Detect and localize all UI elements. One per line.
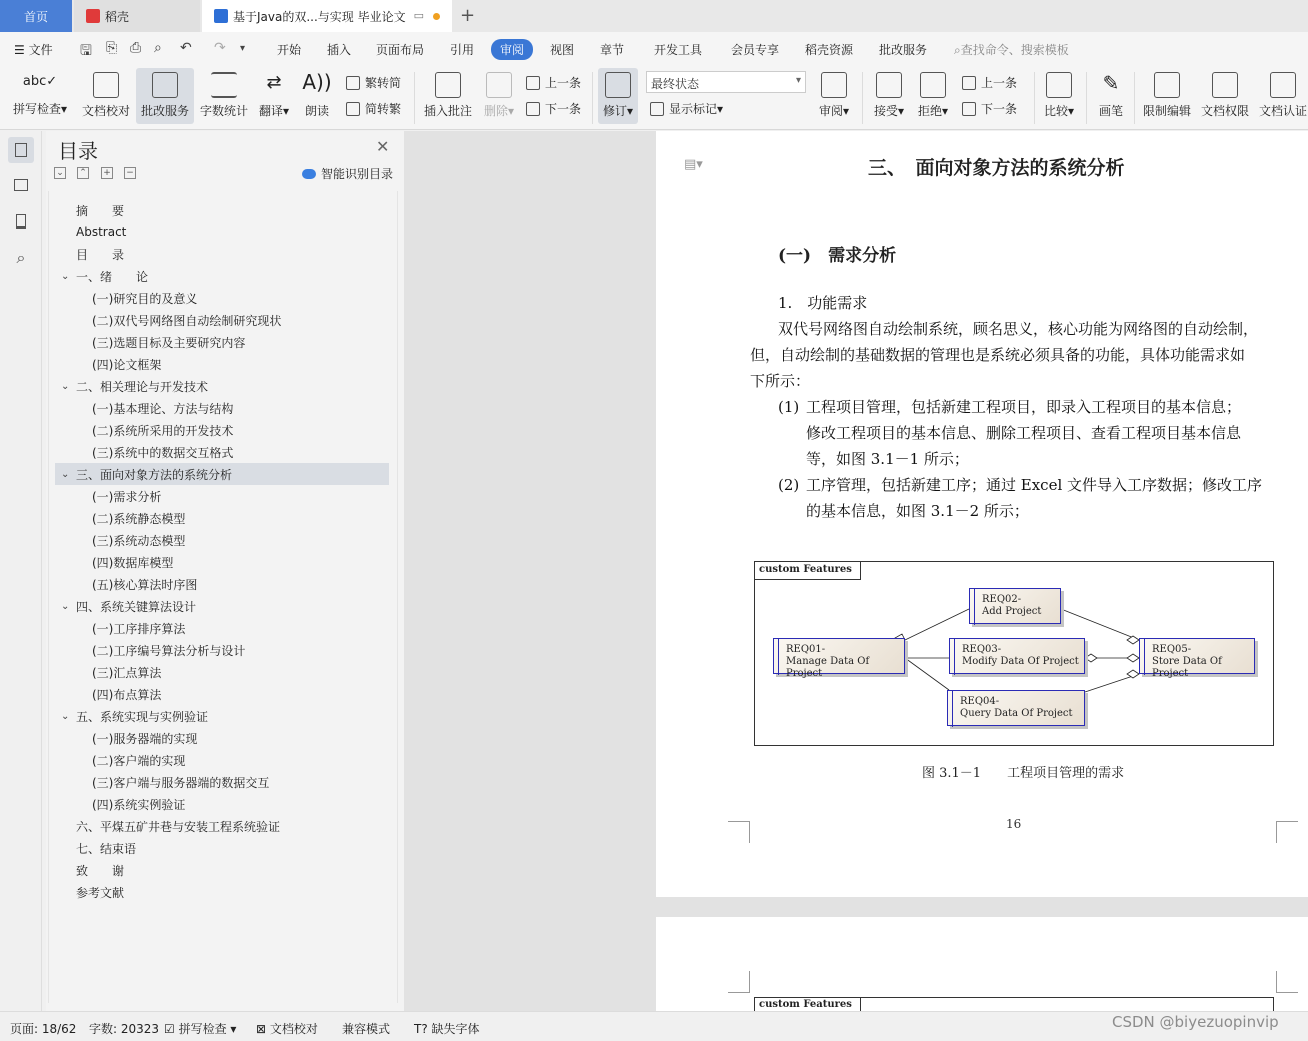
toc-item[interactable]	[55, 243, 389, 265]
smart-toc-button[interactable]	[302, 165, 393, 182]
toc-item-label: (四)数据库模型	[92, 555, 174, 570]
review-service-icon	[152, 72, 178, 98]
requirements-diagram	[754, 561, 1274, 746]
read-aloud-label: 朗读	[304, 104, 329, 118]
translate-label: 翻译	[258, 104, 283, 118]
toc-item-label: 四、系统关键算法设计	[76, 599, 197, 614]
status-spellcheck-label: 拼写检查	[178, 1022, 227, 1036]
toc-item[interactable]	[55, 221, 389, 243]
crop-mark	[1276, 821, 1298, 843]
toc-item-label: (三)系统中的数据交互格式	[92, 445, 234, 460]
pen-label: 画笔	[1098, 104, 1123, 118]
menu-member[interactable]: 会员专享	[731, 43, 780, 57]
next-comment-button[interactable]	[526, 100, 581, 117]
menu-bar	[0, 32, 1308, 66]
add-heading-icon[interactable]: +	[101, 167, 113, 179]
abc-spellcheck-icon: abc✓	[22, 74, 58, 89]
toc-item-label: (五)核心算法时序图	[92, 577, 198, 592]
toc-item[interactable]	[55, 661, 389, 683]
toc-item-label: (一)研究目的及意义	[92, 291, 198, 306]
toc-item-label: 七、结束语	[76, 841, 137, 856]
toc-item[interactable]	[55, 441, 389, 463]
figure-caption: 图 3.1－1 工程项目管理的需求	[922, 766, 1125, 781]
doc-certify-button[interactable]	[1258, 68, 1308, 119]
ribbon-separator	[1034, 72, 1035, 124]
chapter-nav-icon[interactable]	[8, 173, 34, 199]
command-search-placeholder: 查找命令、搜索模板	[960, 43, 1069, 57]
menu-review[interactable]: 审阅	[491, 39, 533, 60]
ribbon-separator	[862, 72, 863, 124]
toc-item[interactable]	[55, 771, 389, 793]
delete-comment-button[interactable]: 删除▾	[480, 68, 518, 119]
unsaved-dot-icon	[433, 13, 440, 20]
toc-item-label: (一)需求分析	[92, 489, 162, 504]
toc-panel	[46, 131, 404, 1011]
navigation-strip	[0, 131, 42, 1011]
requirement-id: REQ01-	[786, 644, 826, 655]
prev-comment-button[interactable]	[526, 74, 581, 91]
menu-dev-tools[interactable]: 开发工具	[654, 43, 703, 57]
toc-item-label: (二)双代号网络图自动绘制研究现状	[92, 313, 282, 328]
requirement-id: REQ05-	[1152, 644, 1192, 655]
crop-mark	[728, 821, 750, 843]
requirement-node	[969, 588, 1061, 624]
toc-item[interactable]	[55, 705, 389, 727]
track-changes-label: 修订	[602, 104, 627, 118]
doc-outline-icon[interactable]: ▤▾	[684, 157, 703, 172]
toc-item[interactable]	[55, 551, 389, 573]
translate-button[interactable]: ⇄ 翻译▾	[256, 68, 292, 119]
toc-item-label: (三)选题目标及主要研究内容	[92, 335, 246, 350]
toc-item-label: 三、面向对象方法的系统分析	[76, 467, 233, 482]
trad-to-simp-button[interactable]	[346, 74, 401, 91]
customize-icon[interactable]: ▾	[240, 43, 246, 54]
toc-item[interactable]	[55, 881, 389, 903]
menu-reference[interactable]: 引用	[450, 43, 475, 57]
prev-comment-label: 上一条	[545, 76, 582, 90]
toc-item-label: Abstract	[76, 225, 127, 239]
word-count-indicator[interactable]: 字数: 20323	[89, 1022, 160, 1036]
toc-item[interactable]	[55, 573, 389, 595]
toc-item[interactable]	[55, 815, 389, 837]
word-count-button[interactable]	[198, 68, 250, 119]
list-number: (2)	[778, 476, 800, 494]
toc-item-label: 二、相关理论与开发技术	[76, 379, 209, 394]
comment-add-icon	[435, 72, 461, 98]
ribbon-toolbar	[0, 66, 1308, 130]
next-change-label: 下一条	[981, 102, 1018, 116]
toc-item[interactable]	[55, 485, 389, 507]
requirement-node	[773, 638, 905, 679]
review-pane-label: 审阅	[818, 104, 843, 118]
menu-start[interactable]: 开始	[277, 43, 302, 57]
ribbon-separator	[414, 72, 415, 124]
prev-change-button[interactable]	[962, 74, 1017, 91]
tab-document-label: 基于Java的双...与实现 毕业论文	[233, 9, 406, 24]
show-markup-label: 显示标记	[669, 102, 718, 116]
reject-button[interactable]: 拒绝▾	[914, 68, 952, 119]
missing-font-label: 缺失字体	[431, 1022, 480, 1036]
undo-icon[interactable]: ↶	[180, 40, 192, 56]
diagram-frame-label: custom Features	[755, 998, 861, 1014]
word-doc-icon	[214, 9, 228, 23]
requirement-id: REQ02-	[982, 594, 1022, 605]
print-preview-icon[interactable]: ⌕	[154, 40, 162, 56]
monitor-icon[interactable]: ▭	[413, 9, 424, 22]
toc-item-label: 摘 要	[76, 203, 125, 218]
crop-mark	[1276, 971, 1298, 993]
document-page[interactable]	[656, 131, 1308, 897]
accept-label: 接受	[873, 104, 898, 118]
toc-item[interactable]	[55, 837, 389, 859]
toc-item-label: (二)系统静态模型	[92, 511, 186, 526]
simp-trad-label: 简转繁	[365, 102, 402, 116]
toc-item[interactable]	[55, 199, 389, 221]
status-spellcheck-button[interactable]: ☑ 拼写检查 ▾	[164, 1022, 237, 1036]
smart-toc-label: 智能识别目录	[321, 167, 394, 181]
toc-item-label: (二)工序编号算法分析与设计	[92, 643, 246, 658]
requirement-name: Store Data Of Project	[1152, 656, 1222, 679]
chevron-down-icon[interactable]: ⌄	[61, 270, 70, 282]
status-proofread-button[interactable]: ⊠ 文档校对	[256, 1022, 318, 1036]
tab-home-label: 首页	[23, 9, 48, 24]
reject-icon	[920, 72, 946, 98]
toc-title: 目录	[58, 139, 98, 163]
toc-item-label: 致 谢	[76, 863, 125, 878]
list-item-line: 修改工程项目的基本信息、删除工程项目、查看工程项目基本信息	[806, 424, 1242, 442]
comment-delete-icon	[486, 72, 512, 98]
toc-item-label: (一)工序排序算法	[92, 621, 186, 636]
word-count-icon	[211, 72, 237, 98]
list-item-line: 的基本信息，如图 3.1－2 所示；	[806, 502, 1029, 520]
requirement-name: Query Data Of Project	[960, 708, 1073, 719]
requirement-id: REQ03-	[962, 644, 1002, 655]
chevron-down-icon[interactable]: ⌄	[61, 380, 70, 392]
proofread-label: 文档校对	[81, 104, 130, 118]
section-heading: (一) 需求分析	[778, 246, 897, 266]
spellcheck-label: 拼写检查	[12, 102, 61, 116]
show-markup-button[interactable]: 显示标记 ▾	[650, 100, 723, 117]
toc-item[interactable]	[55, 419, 389, 441]
redo-icon[interactable]: ↷	[214, 40, 226, 56]
list-item-line: 工程项目管理，包括新建工程项目，即录入工程项目的基本信息；	[806, 398, 1242, 416]
add-tab-icon[interactable]: +	[460, 5, 476, 26]
prev-change-icon	[962, 76, 976, 90]
toc-item[interactable]	[55, 859, 389, 881]
toc-item[interactable]	[55, 397, 389, 419]
toc-item[interactable]	[55, 793, 389, 815]
list-number: (1)	[778, 398, 800, 416]
document-canvas[interactable]	[404, 131, 1308, 1011]
menu-insert[interactable]: 插入	[327, 43, 352, 57]
requirement-node	[1139, 638, 1255, 679]
crop-mark	[728, 971, 750, 993]
read-aloud-button[interactable]	[300, 68, 334, 119]
requirement-name: Modify Data Of Project	[962, 656, 1079, 667]
toc-item[interactable]	[55, 639, 389, 661]
chevron-down-icon[interactable]: ⌄	[61, 600, 70, 612]
toc-item[interactable]	[55, 287, 389, 309]
tab-bar	[0, 0, 1308, 32]
permission-doc-icon	[1212, 72, 1238, 98]
accept-button[interactable]: 接受▾	[870, 68, 908, 119]
chapter-heading: 三、 面向对象方法的系统分析	[868, 157, 1125, 179]
insert-comment-label: 插入批注	[423, 104, 472, 118]
toc-item[interactable]	[55, 353, 389, 375]
prev-comment-icon	[526, 76, 540, 90]
toc-item[interactable]	[55, 727, 389, 749]
toc-item-label: (二)系统所采用的开发技术	[92, 423, 234, 438]
command-search[interactable]: ⌕查找命令、搜索模板	[954, 43, 1069, 57]
toc-item-label: (二)客户端的实现	[92, 753, 186, 768]
page-indicator[interactable]: 页面: 18/62	[10, 1022, 77, 1036]
requirement-id: REQ04-	[960, 696, 1000, 707]
requirement-name: Manage Data Of Project	[786, 656, 870, 679]
doc-permission-label: 文档权限	[1200, 104, 1249, 118]
requirement-node	[947, 690, 1085, 726]
markup-state-select[interactable]	[646, 71, 806, 93]
speaker-icon: A))	[302, 70, 332, 94]
translate-icon: ⇄	[266, 72, 282, 93]
bookmark-icon[interactable]	[8, 209, 34, 235]
list-item-line: 等，如图 3.1－1 所示；	[806, 450, 969, 468]
ribbon-separator	[1086, 72, 1087, 124]
pen-button[interactable]	[1094, 68, 1128, 119]
toc-item-label: (三)客户端与服务器端的数据交互	[92, 775, 270, 790]
chevron-down-icon[interactable]: ⌄	[61, 710, 70, 722]
toc-item-label: (四)论文框架	[92, 357, 162, 372]
close-icon[interactable]: ✕	[376, 137, 390, 156]
search-icon[interactable]: ⌕	[16, 248, 26, 267]
ribbon-separator	[1134, 72, 1135, 124]
toc-item-label: 五、系统实现与实例验证	[76, 709, 209, 724]
toc-item[interactable]	[55, 463, 389, 485]
ribbon-separator	[592, 72, 593, 124]
toc-item[interactable]	[55, 265, 389, 287]
toc-item-label: 六、平煤五矿井巷与安装工程系统验证	[76, 819, 281, 834]
print-icon[interactable]: ⎙	[130, 40, 142, 56]
tab-home[interactable]	[0, 0, 72, 32]
compare-icon	[1046, 72, 1072, 98]
show-markup-icon	[650, 102, 664, 116]
requirement-name: Add Project	[982, 606, 1042, 617]
doc-certify-label: 文档认证	[1258, 104, 1307, 118]
doc-permission-button[interactable]	[1198, 68, 1252, 119]
review-service-button[interactable]	[136, 68, 194, 124]
toc-panel-icon[interactable]	[8, 137, 34, 163]
simp-to-trad-button[interactable]	[346, 100, 401, 117]
menu-chapter[interactable]: 章节	[600, 43, 625, 57]
doc-proofread-icon	[93, 72, 119, 98]
export-pdf-icon[interactable]: ⎘	[106, 40, 118, 56]
toc-item[interactable]	[55, 529, 389, 551]
toc-item-label: 一、绪 论	[76, 269, 149, 284]
toc-item[interactable]	[55, 749, 389, 771]
word-count-label: 字数统计	[199, 104, 248, 118]
spellcheck-button[interactable]: abc✓ 拼写检查▾	[10, 68, 70, 117]
compat-mode-label: 兼容模式	[342, 1022, 391, 1036]
compare-button[interactable]: 比较▾	[1040, 68, 1078, 119]
diagram-frame-label: custom Features	[755, 562, 861, 580]
toc-item[interactable]	[55, 683, 389, 705]
prev-change-label: 上一条	[981, 76, 1018, 90]
save-icon[interactable]: 🖫	[80, 43, 92, 59]
toc-item-label: 目 录	[76, 247, 125, 262]
review-pane-button[interactable]: 审阅▾	[814, 68, 854, 119]
reject-label: 拒绝	[917, 104, 942, 118]
toc-item-label: (一)服务器端的实现	[92, 731, 198, 746]
toc-item-label: (四)布点算法	[92, 687, 162, 702]
status-proofread-label: 文档校对	[269, 1022, 318, 1036]
menu-layout[interactable]: 页面布局	[376, 43, 425, 57]
remove-heading-icon[interactable]: −	[124, 167, 136, 179]
expand-all-icon[interactable]: ⌄	[54, 167, 66, 179]
tab-daoke[interactable]	[74, 0, 200, 32]
menu-view[interactable]: 视图	[550, 43, 575, 57]
restrict-edit-button[interactable]	[1140, 68, 1194, 119]
page-number: 16	[1006, 817, 1022, 831]
body-paragraph-line: 双代号网络图自动绘制系统，顾名思义，核心功能为网络图的自动绘制，	[778, 320, 1259, 338]
track-changes-button[interactable]: 修订▾	[598, 68, 638, 124]
toc-item-label: (一)基本理论、方法与结构	[92, 401, 234, 416]
accept-icon	[876, 72, 902, 98]
lock-doc-icon	[1154, 72, 1180, 98]
next-comment-icon	[526, 102, 540, 116]
item-heading: 1. 功能需求	[778, 294, 868, 312]
file-menu[interactable]: ☰ 文件	[14, 43, 53, 57]
certify-doc-icon	[1270, 72, 1296, 98]
next-change-button[interactable]	[962, 100, 1017, 117]
body-paragraph-line: 下所示：	[750, 372, 811, 390]
collapse-all-icon[interactable]: ⌃	[77, 167, 89, 179]
pen-icon: ✎	[1102, 71, 1120, 95]
toc-item[interactable]	[55, 507, 389, 529]
trad-simp-icon	[346, 76, 360, 90]
body-paragraph-line: 但，自动绘制的基础数据的管理也是系统必须具备的功能，具体功能需求如	[750, 346, 1246, 364]
next-change-icon	[962, 102, 976, 116]
list-item-line: 工序管理，包括新建工序；通过 Excel 文件导入工序数据；修改工序	[806, 476, 1263, 494]
daoke-icon	[86, 9, 100, 23]
tab-document[interactable]	[202, 0, 452, 32]
file-menu-label: 文件	[28, 43, 53, 57]
next-comment-label: 下一条	[545, 102, 582, 116]
menu-correction[interactable]: 批改服务	[879, 43, 928, 57]
toc-item[interactable]	[55, 617, 389, 639]
simp-trad-icon	[346, 102, 360, 116]
track-changes-icon	[605, 72, 631, 98]
document-page[interactable]	[656, 917, 1308, 1017]
toc-item-label: (四)系统实例验证	[92, 797, 186, 812]
compare-label: 比较	[1043, 104, 1068, 118]
insert-comment-button[interactable]	[422, 68, 474, 119]
proofread-button[interactable]	[80, 68, 132, 119]
toc-item-label: (三)系统动态模型	[92, 533, 186, 548]
toc-item[interactable]	[55, 375, 389, 397]
trad-simp-label: 繁转简	[365, 76, 402, 90]
restrict-edit-label: 限制编辑	[1142, 104, 1191, 118]
toc-item[interactable]	[55, 309, 389, 331]
toc-list	[48, 191, 398, 1003]
missing-font-button[interactable]: T? 缺失字体	[414, 1022, 480, 1036]
toc-item[interactable]	[55, 595, 389, 617]
menu-daoke-res[interactable]: 稻壳资源	[805, 43, 854, 57]
chevron-down-icon[interactable]: ⌄	[61, 468, 70, 480]
smart-toc-icon	[302, 169, 316, 179]
toc-item-label: (三)汇点算法	[92, 665, 162, 680]
requirement-node	[949, 638, 1085, 674]
review-service-label: 批改服务	[140, 104, 189, 118]
tab-daoke-label: 稻壳	[105, 9, 130, 24]
review-pane-icon	[821, 72, 847, 98]
delete-comment-label: 删除	[483, 104, 508, 118]
watermark: CSDN @biyezuopinvip	[1112, 1013, 1279, 1031]
toc-item[interactable]	[55, 331, 389, 353]
toc-item-label: 参考文献	[76, 885, 125, 900]
markup-state-value: 最终状态	[651, 77, 700, 91]
